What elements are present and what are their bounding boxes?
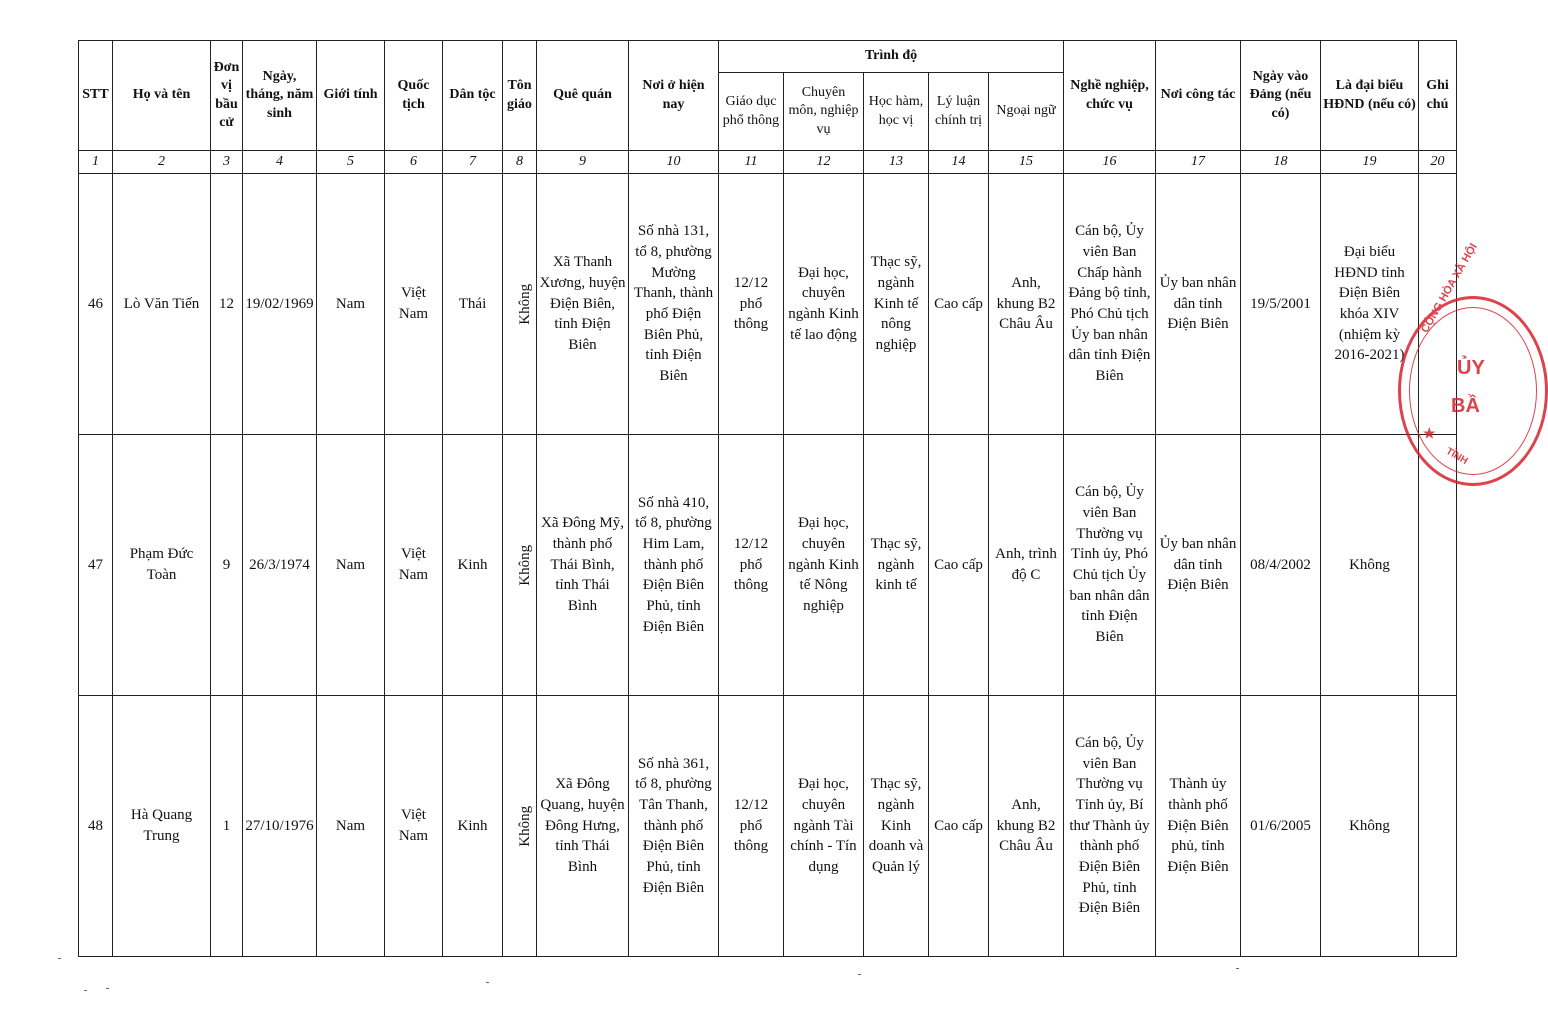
column-number: 19: [1321, 151, 1419, 174]
header-gender: Giới tính: [317, 41, 385, 151]
seal-bottom-text: TỈNH: [1443, 445, 1470, 468]
header-ethnicity: Dân tộc: [443, 41, 503, 151]
cell-general-edu: 12/12 phổ thông: [719, 696, 784, 957]
cell-workplace: Ủy ban nhân dân tỉnh Điện Biên: [1156, 435, 1241, 696]
cell-ethnicity: Kinh: [443, 435, 503, 696]
column-number: 9: [537, 151, 629, 174]
cell-hdnd: Không: [1321, 435, 1419, 696]
header-specialty: Chuyên môn, nghiệp vụ: [784, 73, 864, 151]
cell-general-edu: 12/12 phổ thông: [719, 435, 784, 696]
cell-hometown: Xã Thanh Xương, huyện Điện Biên, tỉnh Điện Biên: [537, 174, 629, 435]
cell-nationality: Việt Nam: [385, 696, 443, 957]
scan-speck: [58, 958, 61, 959]
header-unit: Đơn vị bầu cử: [211, 41, 243, 151]
header-nationality: Quốc tịch: [385, 41, 443, 151]
cell-gender: Nam: [317, 174, 385, 435]
header-hdnd: Là đại biểu HĐND (nếu có): [1321, 41, 1419, 151]
header-occupation: Nghề nghiệp, chức vụ: [1064, 41, 1156, 151]
cell-nationality: Việt Nam: [385, 174, 443, 435]
column-number-row: [79, 151, 1457, 174]
column-number: 3: [211, 151, 243, 174]
cell-degree: Thạc sỹ, ngành kinh tế: [864, 435, 929, 696]
header-party-date: Ngày vào Đảng (nếu có): [1241, 41, 1321, 151]
cell-religion-text: Không: [517, 805, 534, 847]
cell-residence: Số nhà 131, tổ 8, phường Mường Thanh, thành phố Điện Biên Phủ, tỉnh Điện Biên: [629, 174, 719, 435]
cell-unit: 12: [211, 174, 243, 435]
header-workplace: Nơi công tác: [1156, 41, 1241, 151]
header-row-1: [79, 41, 1457, 73]
cell-name: Phạm Đức Toàn: [113, 435, 211, 696]
column-number: 8: [503, 151, 537, 174]
header-dob: Ngày, tháng, năm sinh: [243, 41, 317, 151]
cell-religion-text: Không: [517, 283, 534, 325]
table-row: [79, 174, 1457, 435]
table-row: [79, 696, 1457, 957]
cell-dob: 26/3/1974: [243, 435, 317, 696]
cell-degree: Thạc sỹ, ngành Kinh tế nông nghiệp: [864, 174, 929, 435]
seal-arc-text: CỘNG HÒA XÃ HỘI: [1419, 241, 1480, 335]
cell-name: Hà Quang Trung: [113, 696, 211, 957]
cell-party-date: 19/5/2001: [1241, 174, 1321, 435]
cell-specialty: Đại học, chuyên ngành Kinh tế Nông nghiệp: [784, 435, 864, 696]
header-qualification-group: Trình độ: [719, 41, 1064, 73]
seal-text-line1: ỦY: [1457, 357, 1485, 379]
cell-ethnicity: Kinh: [443, 696, 503, 957]
column-number: 10: [629, 151, 719, 174]
column-number: 15: [989, 151, 1064, 174]
cell-religion: [503, 696, 537, 957]
cell-gender: Nam: [317, 435, 385, 696]
cell-stt: 46: [79, 174, 113, 435]
header-religion: Tôn giáo: [503, 41, 537, 151]
cell-unit: 9: [211, 435, 243, 696]
column-number: 11: [719, 151, 784, 174]
cell-occupation: Cán bộ, Ủy viên Ban Thường vụ Tỉnh ủy, Phó Chủ tịch Ủy ban nhân dân tỉnh Điện Biên: [1064, 435, 1156, 696]
cell-dob: 27/10/1976: [243, 696, 317, 957]
header-stt: STT: [79, 41, 113, 151]
cell-specialty: Đại học, chuyên ngành Tài chính - Tín dụng: [784, 696, 864, 957]
cell-dob: 19/02/1969: [243, 174, 317, 435]
cell-name: Lò Văn Tiến: [113, 174, 211, 435]
cell-ethnicity: Thái: [443, 174, 503, 435]
cell-political-theory: Cao cấp: [929, 174, 989, 435]
cell-general-edu: 12/12 phổ thông: [719, 174, 784, 435]
cell-nationality: Việt Nam: [385, 435, 443, 696]
scan-speck: [858, 974, 861, 975]
cell-gender: Nam: [317, 696, 385, 957]
column-number: 12: [784, 151, 864, 174]
cell-foreign-lang: Anh, trình độ C: [989, 435, 1064, 696]
column-number: 17: [1156, 151, 1241, 174]
header-note: Ghi chú: [1419, 41, 1457, 151]
column-number: 2: [113, 151, 211, 174]
table-row: [79, 435, 1457, 696]
scan-speck: [84, 990, 87, 991]
header-degree: Học hàm, học vị: [864, 73, 929, 151]
cell-unit: 1: [211, 696, 243, 957]
cell-hdnd: Không: [1321, 696, 1419, 957]
cell-hdnd: Đại biểu HĐND tỉnh Điện Biên khóa XIV (nhiệm kỳ 2016-2021): [1321, 174, 1419, 435]
column-number: 13: [864, 151, 929, 174]
scan-speck: [486, 982, 489, 983]
header-general-edu: Giáo dục phổ thông: [719, 73, 784, 151]
cell-workplace: Ủy ban nhân dân tỉnh Điện Biên: [1156, 174, 1241, 435]
official-seal: [1398, 241, 1548, 486]
cell-political-theory: Cao cấp: [929, 435, 989, 696]
column-number: 16: [1064, 151, 1156, 174]
candidate-table: [78, 40, 1457, 957]
cell-party-date: 08/4/2002: [1241, 435, 1321, 696]
cell-stt: 47: [79, 435, 113, 696]
header-political-theory: Lý luận chính trị: [929, 73, 989, 151]
cell-residence: Số nhà 361, tổ 8, phường Tân Thanh, thành phố Điện Biên Phủ, tỉnh Điện Biên: [629, 696, 719, 957]
cell-hometown: Xã Đông Quang, huyện Đông Hưng, tỉnh Thái Bình: [537, 696, 629, 957]
cell-occupation: Cán bộ, Ủy viên Ban Chấp hành Đảng bộ tỉnh, Phó Chủ tịch Ủy ban nhân dân tỉnh Điện Biên: [1064, 174, 1156, 435]
cell-religion: [503, 435, 537, 696]
cell-workplace: Thành ủy thành phố Điện Biên phủ, tỉnh Điện Biên: [1156, 696, 1241, 957]
column-number: 4: [243, 151, 317, 174]
cell-religion: [503, 174, 537, 435]
cell-party-date: 01/6/2005: [1241, 696, 1321, 957]
column-number: 7: [443, 151, 503, 174]
cell-degree: Thạc sỹ, ngành Kinh doanh và Quản lý: [864, 696, 929, 957]
cell-residence: Số nhà 410, tổ 8, phường Him Lam, thành phố Điện Biên Phủ, tỉnh Điện Biên: [629, 435, 719, 696]
seal-star-icon: ★: [1423, 425, 1436, 441]
header-residence: Nơi ở hiện nay: [629, 41, 719, 151]
cell-political-theory: Cao cấp: [929, 696, 989, 957]
column-number: 18: [1241, 151, 1321, 174]
cell-religion-text: Không: [517, 544, 534, 586]
header-name: Họ và tên: [113, 41, 211, 151]
cell-stt: 48: [79, 696, 113, 957]
cell-hometown: Xã Đông Mỹ, thành phố Thái Bình, tỉnh Thái Bình: [537, 435, 629, 696]
cell-note: [1419, 696, 1457, 957]
cell-foreign-lang: Anh, khung B2 Châu Âu: [989, 696, 1064, 957]
column-number: 1: [79, 151, 113, 174]
scan-speck: [1236, 968, 1239, 969]
cell-specialty: Đại học, chuyên ngành Kinh tế lao động: [784, 174, 864, 435]
cell-occupation: Cán bộ, Ủy viên Ban Thường vụ Tỉnh ủy, Bí thư Thành ủy thành phố Điện Biên Phủ, tỉnh Điện Biên: [1064, 696, 1156, 957]
cell-foreign-lang: Anh, khung B2 Châu Âu: [989, 174, 1064, 435]
column-number: 20: [1419, 151, 1457, 174]
header-hometown: Quê quán: [537, 41, 629, 151]
scan-speck: [106, 988, 109, 989]
seal-text-line2: BẦ: [1451, 395, 1480, 417]
column-number: 5: [317, 151, 385, 174]
column-number: 14: [929, 151, 989, 174]
header-foreign-lang: Ngoại ngữ: [989, 73, 1064, 151]
column-number: 6: [385, 151, 443, 174]
